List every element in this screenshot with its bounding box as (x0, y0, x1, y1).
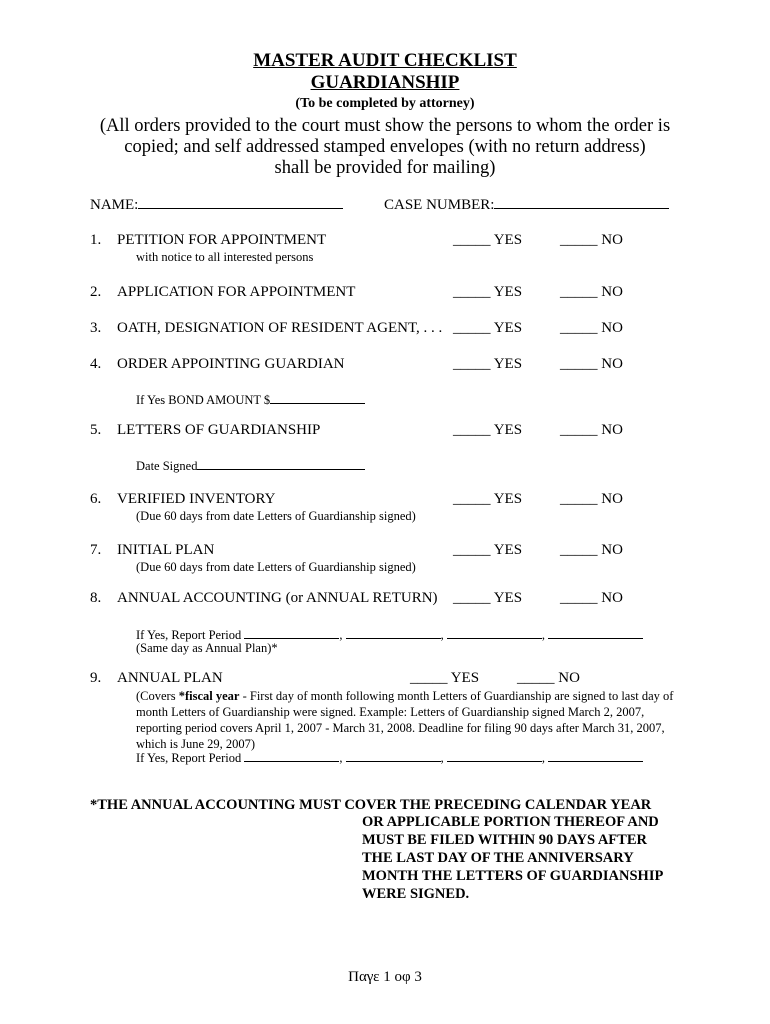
item-number: 2. (90, 284, 102, 300)
annual-accounting-note-line-5: MONTH THE LETTERS OF GUARDIANSHIP (362, 868, 664, 884)
yes-option[interactable]: _____ YES (453, 590, 523, 606)
item-note: (Due 60 days from date Letters of Guardianship signed) (136, 560, 416, 574)
annual-accounting-note-line-3: MUST BE FILED WITHIN 90 DAYS AFTER (362, 832, 647, 848)
report-period-blank[interactable] (447, 626, 542, 639)
no-option[interactable]: _____ NO (560, 422, 623, 438)
instructions-line-2: copied; and self addressed stamped envelopes (with no return address) (124, 137, 646, 157)
item-number: 6. (90, 491, 102, 507)
item-label: APPLICATION FOR APPOINTMENT (117, 284, 356, 300)
item-number: 3. (90, 320, 102, 336)
item-note: (Due 60 days from date Letters of Guardianship signed) (136, 509, 416, 523)
yes-option[interactable]: _____ YES (453, 320, 523, 336)
fiscal-year-note-text: - First day of month following month Letters of Guardianship are signed to last day of month Letters of Guardianship were signed. Example: Letters of Guardianship signed March 2, 2007, reporting period covers April 1, 2007 - March 31, 2008. Deadline for filing 90 days after March 31, 2007, which is June 29, 2007) (136, 689, 674, 751)
annual-accounting-note-line-2: OR APPLICABLE PORTION THEREOF AND (362, 814, 659, 830)
yes-option[interactable]: _____ YES (453, 356, 523, 372)
no-option[interactable]: _____ NO (560, 590, 623, 606)
attorney-note: (To be completed by attorney) (295, 96, 475, 111)
name-field[interactable] (90, 196, 343, 214)
annual-accounting-note-line-6: WERE SIGNED. (362, 886, 470, 902)
no-option[interactable]: _____ NO (560, 356, 623, 372)
report-period-blank[interactable] (548, 626, 643, 639)
no-option[interactable]: _____ NO (560, 320, 623, 336)
item-label: LETTERS OF GUARDIANSHIP (117, 422, 321, 438)
item-label: VERIFIED INVENTORY (117, 491, 276, 507)
page-number: Παγε 1 οφ 3 (348, 969, 422, 985)
date-signed-field[interactable] (136, 457, 365, 474)
no-option[interactable]: _____ NO (560, 232, 623, 248)
yes-option[interactable]: _____ YES (453, 232, 523, 248)
date-signed-blank[interactable] (197, 457, 365, 470)
name-label: NAME: (90, 197, 139, 213)
item-label: OATH, DESIGNATION OF RESIDENT AGENT, . . . (117, 320, 443, 336)
bond-amount-label: If Yes BOND AMOUNT $ (136, 393, 271, 407)
report-period-label: If Yes, Report Period (136, 751, 242, 765)
yes-option[interactable]: _____ YES (410, 670, 480, 686)
instructions-line-1: (All orders provided to the court must show the persons to whom the order is (99, 116, 671, 136)
item-note-secondary: (Same day as Annual Plan)* (136, 641, 278, 655)
bond-amount-blank[interactable] (270, 391, 365, 404)
date-signed-label: Date Signed (136, 459, 198, 473)
item-label: ANNUAL ACCOUNTING (or ANNUAL RETURN) (117, 590, 438, 606)
report-period-label: If Yes, Report Period (136, 628, 242, 642)
fiscal-year-note-prefix: (Covers (136, 689, 179, 703)
item-number: 5. (90, 422, 102, 438)
item-note: with notice to all interested persons (136, 250, 314, 264)
item-number: 7. (90, 542, 102, 558)
report-period-blank[interactable] (244, 749, 339, 762)
report-period-blank[interactable] (244, 626, 339, 639)
item-label: ANNUAL PLAN (117, 670, 223, 686)
item-label: INITIAL PLAN (117, 542, 215, 558)
yes-option[interactable]: _____ YES (453, 491, 523, 507)
report-period-blank[interactable] (346, 749, 441, 762)
no-option[interactable]: _____ NO (560, 491, 623, 507)
case-number-label: CASE NUMBER: (384, 197, 495, 213)
annual-accounting-note-line-4: THE LAST DAY OF THE ANNIVERSARY (362, 850, 634, 866)
item-label: ORDER APPOINTING GUARDIAN (117, 356, 345, 372)
case-number-field[interactable] (384, 196, 669, 214)
item-number: 4. (90, 356, 102, 372)
report-period-field[interactable]: If Yes, Report Period , , , (136, 749, 643, 766)
document-title: MASTER AUDIT CHECKLIST (253, 50, 517, 71)
item-number: 1. (90, 232, 102, 248)
item-number: 9. (90, 670, 102, 686)
no-option[interactable]: _____ NO (560, 542, 623, 558)
item-label: PETITION FOR APPOINTMENT (117, 232, 327, 248)
name-blank[interactable] (138, 196, 343, 209)
yes-option[interactable]: _____ YES (453, 542, 523, 558)
report-period-blank[interactable] (447, 749, 542, 762)
report-period-blank[interactable] (548, 749, 643, 762)
report-period-field[interactable]: If Yes, Report Period , , , (136, 626, 643, 643)
case-number-blank[interactable] (494, 196, 669, 209)
no-option[interactable]: _____ NO (560, 284, 623, 300)
fiscal-year-term: *fiscal year (178, 689, 240, 703)
bond-amount-field[interactable] (136, 391, 365, 408)
item-number: 8. (90, 590, 102, 606)
fiscal-year-note (136, 688, 681, 752)
annual-accounting-note-line-1: *THE ANNUAL ACCOUNTING MUST COVER THE PRECEDING CALENDAR YEAR (90, 797, 652, 813)
yes-option[interactable]: _____ YES (453, 422, 523, 438)
instructions-line-3: shall be provided for mailing) (274, 158, 496, 178)
document-subtitle-guardianship: GUARDIANSHIP (310, 72, 460, 93)
report-period-blank[interactable] (346, 626, 441, 639)
yes-option[interactable]: _____ YES (453, 284, 523, 300)
no-option[interactable]: _____ NO (517, 670, 580, 686)
